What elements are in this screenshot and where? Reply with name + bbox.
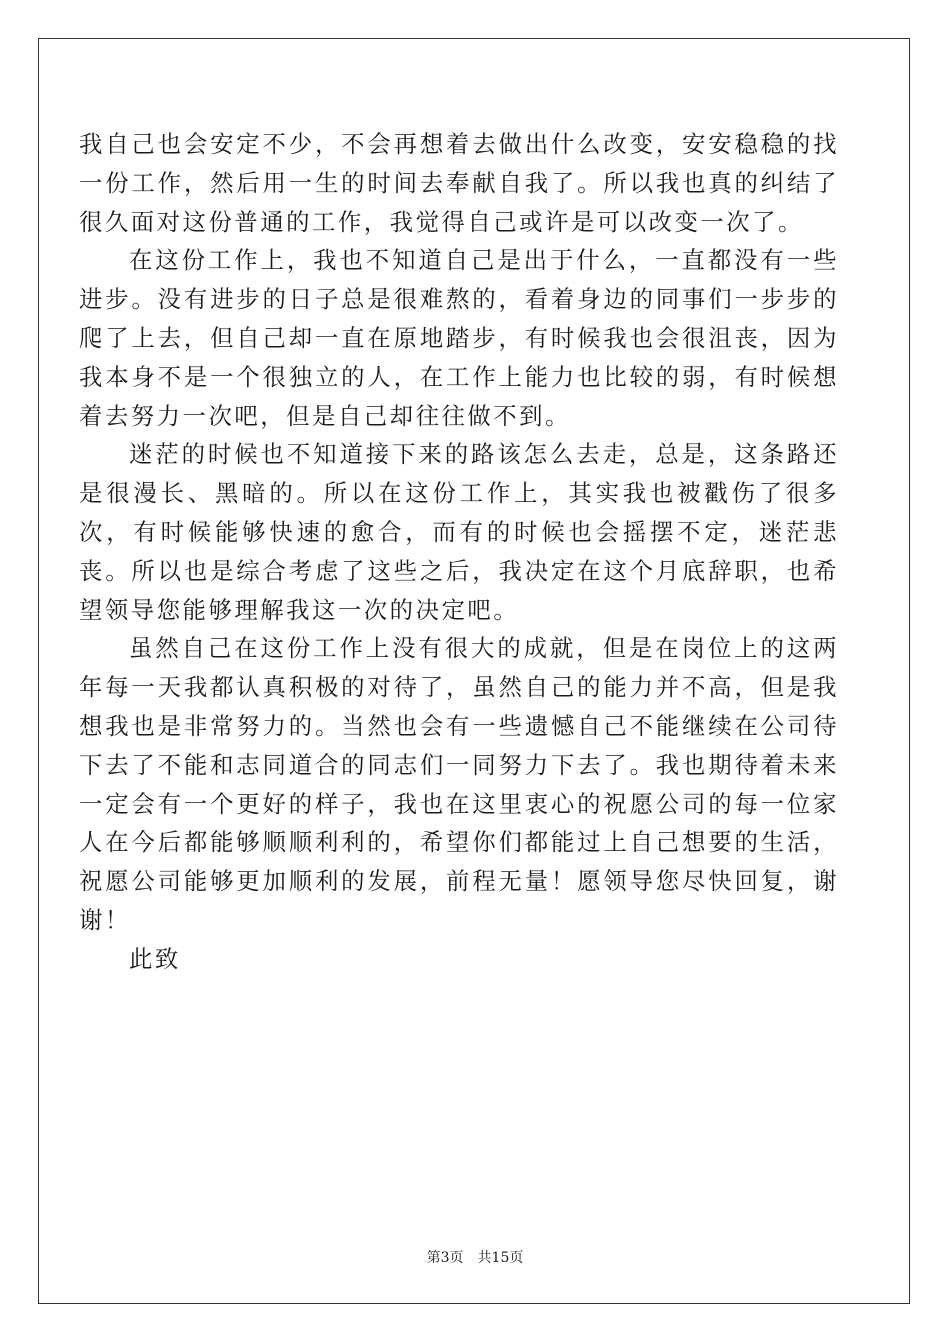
- paragraph: 虽然自己在这份工作上没有很大的成就，但是在岗位上的这两年每一天我都认真积极的对待了，虽然自己的能力并不高，但是我想我也是非常努力的。当然也会有一些遗憾自己不能继续在公司待下去了不能和志同道合的同志们一同努力下去了。我也期待着未来一定会有一个更好的样子，我也在这里衷心的祝愿公司的每一位家人在今后都能够顺顺利利的，希望你们都能过上自己想要的生活，祝愿公司能够更加顺利的发展，前程无量！愿领导您尽快回复，谢谢！: [79, 634, 839, 934]
- document-body: [79, 125, 839, 979]
- paragraph: 我自己也会安定不少，不会再想着去做出什么改变，安安稳稳的找一份工作，然后用一生的时间去奉献自我了。所以我也真的纠结了很久面对这份普通的工作，我觉得自己或许是可以改变一次了。: [79, 130, 839, 236]
- paragraph: 迷茫的时候也不知道接下来的路该怎么去走，总是，这条路还是很漫长、黑暗的。所以在这份工作上，其实我也被戳伤了很多次，有时候能够快速的愈合，而有的时候也会摇摆不定，迷茫悲丧。所以也是综合考虑了这些之后，我决定在这个月底辞职，也希望领导您能够理解我这一次的决定吧。: [79, 440, 839, 624]
- page-total: 共15页: [477, 1250, 524, 1266]
- page-number: 第3页: [426, 1250, 464, 1266]
- page-footer: [0, 1247, 950, 1267]
- paragraph: 在这份工作上，我也不知道自己是出于什么，一直都没有一些进步。没有进步的日子总是很难熬的，看着身边的同事们一步步的爬了上去，但自己却一直在原地踏步，有时候我也会很沮丧，因为我本身不是一个很独立的人，在工作上能力也比较的弱，有时候想着去努力一次吧，但是自己却往往做不到。: [79, 246, 839, 430]
- closing-salutation: 此致: [129, 944, 181, 973]
